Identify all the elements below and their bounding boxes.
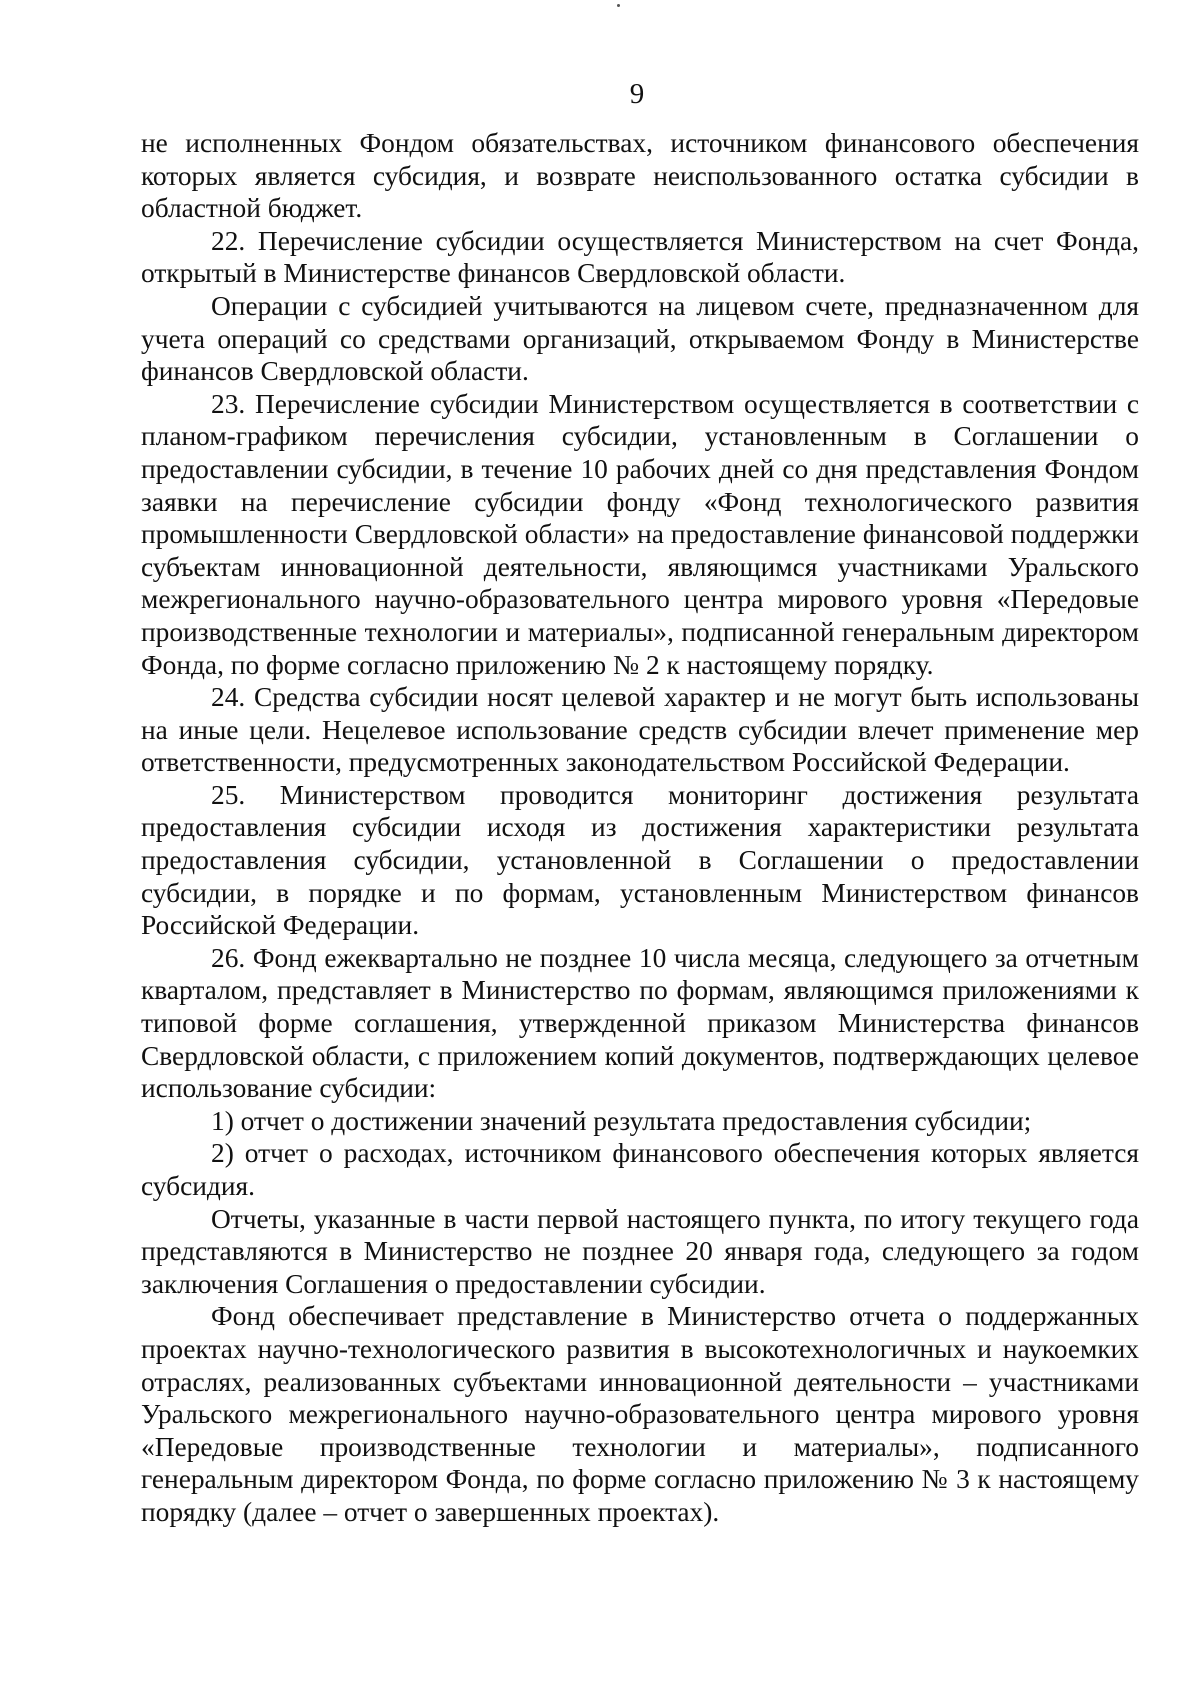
paragraph-23: 23. Перечисление субсидии Министерством осуществляется в соответствии с планом-графиком перечисления субсидии, установленным в Соглашении о предоставлении субсидии, в течение 10 рабочих дней со дня представления Фондом заявки на перечисление субсидии фонду «Фонд технологического развития промышленности Свердловской области» на предоставление финансовой поддержки субъектам инновационной деятельности, являющимся участниками Уральского межрегионального научно-образовательного центра мирового уровня «Передовые производственные технологии и материалы», подписанной генеральным директором Фонда, по форме согласно приложению № 2 к настоящему порядку.	[141, 388, 1139, 680]
document-body	[141, 127, 1139, 1529]
paragraph-26: 26. Фонд ежеквартально не позднее 10 числа месяца, следующего за отчетным кварталом, представляет в Министерство по формам, являющимся приложениями к типовой форме соглашения, утвержденной приказом Министерства финансов Свердловской области, с приложением копий документов, подтверждающих целевое использование субсидии:	[141, 942, 1139, 1104]
paragraph-26-completed-projects: Фонд обеспечивает представление в Министерство отчета о поддержанных проектах научно-технологического развития в высокотехнологичных и наукоемких отраслях, реализованных субъектами инновационной деятельности – участниками Уральского межрегионального научно-образовательного центра мирового уровня «Передовые производственные технологии и материалы», подписанного генеральным директором Фонда, по форме согласно приложению № 3 к настоящему порядку (далее – отчет о завершенных проектах).	[141, 1301, 1139, 1527]
paragraph-26-reports: Отчеты, указанные в части первой настоящего пункта, по итогу текущего года представляются в Министерство не позднее 20 января года, следующего за годом заключения Соглашения о предоставлении субсидии.	[141, 1203, 1139, 1299]
paragraph-continuation: не исполненных Фондом обязательствах, источником финансового обеспечения которых является субсидия, и возврате неиспользованного остатка субсидии в областной бюджет.	[141, 128, 1139, 224]
scan-artifact	[617, 4, 620, 7]
paragraph-24: 24. Средства субсидии носят целевой характер и не могут быть использованы на иные цели. Нецелевое использование средств субсидии влечет применение мер ответственности, предусмотренных законодательством Российской Федерации.	[141, 682, 1139, 778]
paragraph-22: 22. Перечисление субсидии осуществляется Министерством на счет Фонда, открытый в Министерстве финансов Свердловской области.	[141, 225, 1139, 289]
paragraph-25: 25. Министерством проводится мониторинг достижения результата предоставления субсидии исходя из достижения характеристики результата предоставления субсидии, установленной в Соглашении о предоставлении субсидии, в порядке и по формам, установленным Министерством финансов Российской Федерации.	[141, 779, 1139, 941]
page-number: 9	[629, 78, 645, 110]
paragraph-26-item-1: 1) отчет о достижении значений результата предоставления субсидии;	[211, 1105, 1032, 1136]
paragraph-22-operations: Операции с субсидией учитываются на лицевом счете, предназначенном для учета операций со средствами организаций, открываемом Фонду в Министерстве финансов Свердловской области.	[141, 290, 1139, 387]
paragraph-26-item-2: 2) отчет о расходах, источником финансового обеспечения которых является субсидия.	[141, 1138, 1139, 1201]
